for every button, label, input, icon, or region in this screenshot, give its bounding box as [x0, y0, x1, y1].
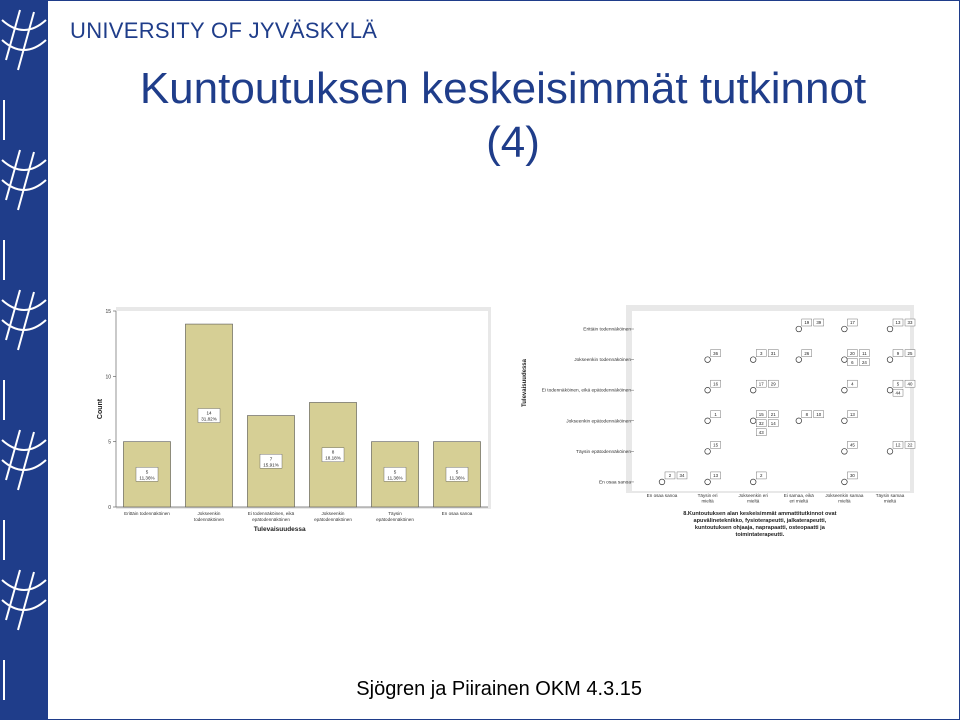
bar-category-label: Erittäin todennäköinen — [124, 511, 170, 516]
bar-plot-area — [116, 311, 488, 507]
university-name: UNIVERSITY OF JYVÄSKYLÄ — [70, 18, 378, 43]
dot-marker — [887, 449, 893, 455]
bar-chart — [88, 305, 494, 535]
dot-point-label: 39 — [816, 320, 822, 326]
dot-point-label: 3 — [759, 350, 763, 356]
dot-marker — [887, 357, 893, 363]
dot-point-label: 26 — [804, 350, 810, 356]
dot-point-label: 5 — [896, 381, 900, 387]
dot-point-label: 31 — [770, 350, 776, 356]
dot-x-category-label: mieltä — [747, 498, 760, 504]
bar-data-label-percent: 15,91% — [263, 462, 279, 468]
dot-point-label: 17 — [758, 381, 764, 387]
bar-data-label-count: 5 — [145, 469, 149, 475]
dot-x-axis-label-line: toimintaterapeutti. — [735, 532, 785, 537]
dot-x-axis-label-line: kuntoutuksen ohjaaja, naprapaatti, osteopaatti ja — [694, 525, 825, 531]
dot-x-category-label: Täysin eri — [697, 493, 718, 498]
dot-point-label: 13 — [849, 411, 855, 417]
dot-marker — [842, 449, 848, 455]
dot-point-label: 30 — [849, 473, 855, 479]
bar-data-label-count: 5 — [455, 469, 459, 475]
dot-point-label: 2 — [759, 473, 763, 479]
bar-chart-x-axis-label: Tulevaisuudessa — [253, 526, 306, 533]
dot-marker — [705, 387, 711, 393]
dot-marker — [887, 387, 893, 393]
bar-data-label-count: 14 — [206, 410, 212, 416]
bar-category-label: epätodennäköinen — [314, 517, 352, 522]
dot-x-category-label: mieltä — [838, 498, 851, 504]
dot-point-label: 29 — [770, 381, 776, 387]
dot-point-label: 1 — [714, 411, 717, 417]
dot-point-label: 45 — [849, 442, 855, 448]
dot-point-label: 6 — [851, 359, 854, 365]
dot-x-category-label: En osaa sanoa — [646, 493, 678, 498]
bar-data-label-percent: 18,18% — [325, 455, 341, 461]
dot-marker — [705, 418, 711, 424]
dot-point-label: 34 — [679, 473, 685, 479]
dot-point-label: 16 — [713, 381, 719, 387]
dot-point-label: 13 — [895, 320, 901, 326]
dot-plot-area — [632, 311, 910, 491]
dot-x-category-label: mieltä — [883, 498, 897, 504]
dot-point-label: 10 — [816, 411, 822, 417]
dot-point-label: 13 — [713, 473, 719, 479]
bar-category-label: Ei todennäköinen, eikä — [247, 511, 295, 516]
dot-marker — [796, 418, 802, 424]
dot-x-category-label: Täysin samaa — [875, 493, 905, 498]
dot-point-label: 20 — [849, 350, 855, 356]
dot-marker — [750, 479, 756, 485]
bar-category-label: todennäköinen — [193, 517, 225, 522]
bar-chart-y-axis-label: Count — [97, 398, 104, 420]
dot-x-category-label: Ei samaa, eikä — [783, 493, 814, 498]
dot-point-label: 4 — [851, 381, 854, 387]
bar-data-label-count: 7 — [269, 456, 273, 462]
dot-chart-y-axis-label: Tulevaisuudessa — [522, 359, 528, 407]
dot-point-label: 15 — [758, 411, 764, 417]
dot-marker — [796, 357, 802, 363]
bar-data-label-percent: 31,82% — [201, 416, 217, 422]
dot-point-label: 36 — [713, 350, 719, 356]
dot-x-category-label: Jokseenkin eri — [738, 493, 768, 498]
dot-point-label: 32 — [758, 420, 764, 426]
dot-point-label: 44 — [895, 390, 901, 396]
slide-title: Kuntoutuksen keskeisimmät tutkinnot — [139, 64, 867, 113]
bar-category-label: En osaa sanoa — [441, 511, 473, 516]
bar-y-tick-label: 5 — [108, 439, 111, 446]
dot-point-label: 11 — [862, 350, 867, 356]
footer-credit: Sjögren ja Piirainen OKM 4.3.15 — [356, 678, 642, 700]
bar-data-label-percent: 11,36% — [139, 475, 155, 481]
dot-marker — [750, 387, 756, 393]
dot-y-category-label: En osaa sanoa — [598, 480, 631, 486]
dot-marker — [705, 479, 711, 485]
dot-x-category-label: eri mieltä — [789, 498, 809, 504]
dot-x-category-label: Jokseenkin samaa — [825, 493, 864, 498]
dot-y-category-label: Jokseenkin epätodennäköinen — [566, 419, 631, 425]
dot-point-label: 40 — [907, 381, 913, 387]
slide-title-number: (4) — [486, 118, 540, 167]
bar-y-tick-label: 0 — [108, 505, 111, 511]
bar-category-label: Täysin — [388, 511, 402, 516]
dot-marker — [842, 479, 848, 485]
dot-chart-x-axis-label — [683, 511, 836, 537]
dot-marker — [705, 449, 711, 455]
dot-point-label: 8 — [805, 411, 809, 417]
dot-point-label: 14 — [770, 420, 776, 426]
dot-point-label: 9 — [896, 350, 900, 356]
bar-category-label: epätodennäköinen — [376, 517, 414, 522]
bar-data-label-percent: 11,36% — [387, 475, 403, 481]
bar-data-label-count: 5 — [393, 469, 397, 475]
dot-marker — [796, 326, 802, 332]
dot-marker — [750, 357, 756, 363]
dot-point-label: 2 — [668, 473, 672, 479]
bar-y-tick-label: 10 — [105, 374, 111, 381]
dot-marker — [842, 418, 848, 424]
dot-point-label: 33 — [907, 320, 913, 326]
dot-point-label: 12 — [895, 442, 901, 448]
dot-y-category-label: Ei todennäköinen, eikä epätodennäköinen — [541, 388, 631, 394]
dot-marker — [887, 326, 893, 332]
dot-marker — [842, 387, 848, 393]
dot-point-label: 21 — [770, 411, 776, 417]
dot-y-category-label: Jokseenkin todennäköinen — [574, 358, 631, 364]
dot-marker — [750, 418, 756, 424]
bar-y-tick-label: 15 — [105, 309, 111, 315]
dot-marker — [659, 479, 665, 485]
dot-y-category-label: Erittäin todennäköinen — [583, 327, 631, 333]
dot-point-label: 24 — [861, 359, 867, 365]
dot-x-axis-label-line: 8.Kuntoutuksen alan keskeisimmät ammattitutkinnot ovat — [683, 511, 837, 517]
dot-x-category-label: mieltä — [701, 498, 714, 504]
dot-marker — [842, 357, 848, 363]
dot-point-label: 15 — [713, 442, 719, 448]
dot-marker — [705, 357, 711, 363]
bar-category-label: epätodennäköinen — [252, 517, 290, 522]
dot-y-category-label: Täysin epätodennäköinen — [576, 449, 631, 455]
dot-point-label: 22 — [907, 442, 913, 448]
dot-point-label: 25 — [907, 350, 913, 356]
bar-category-label: Jokseenkin — [197, 511, 221, 516]
dot-point-label: 19 — [804, 320, 810, 326]
bar-data-label-count: 8 — [331, 449, 335, 455]
dot-point-label: 43 — [758, 429, 764, 435]
dot-x-axis-label-line: apuvälineteknikko, fysioterapeutti, jalkaterapeutti, — [693, 518, 827, 524]
bar-data-label-percent: 11,36% — [449, 475, 465, 481]
dot-marker — [842, 326, 848, 332]
dot-point-label: 17 — [849, 320, 855, 326]
bar-category-label: Jokseenkin — [321, 511, 345, 516]
dot-chart — [516, 305, 916, 537]
